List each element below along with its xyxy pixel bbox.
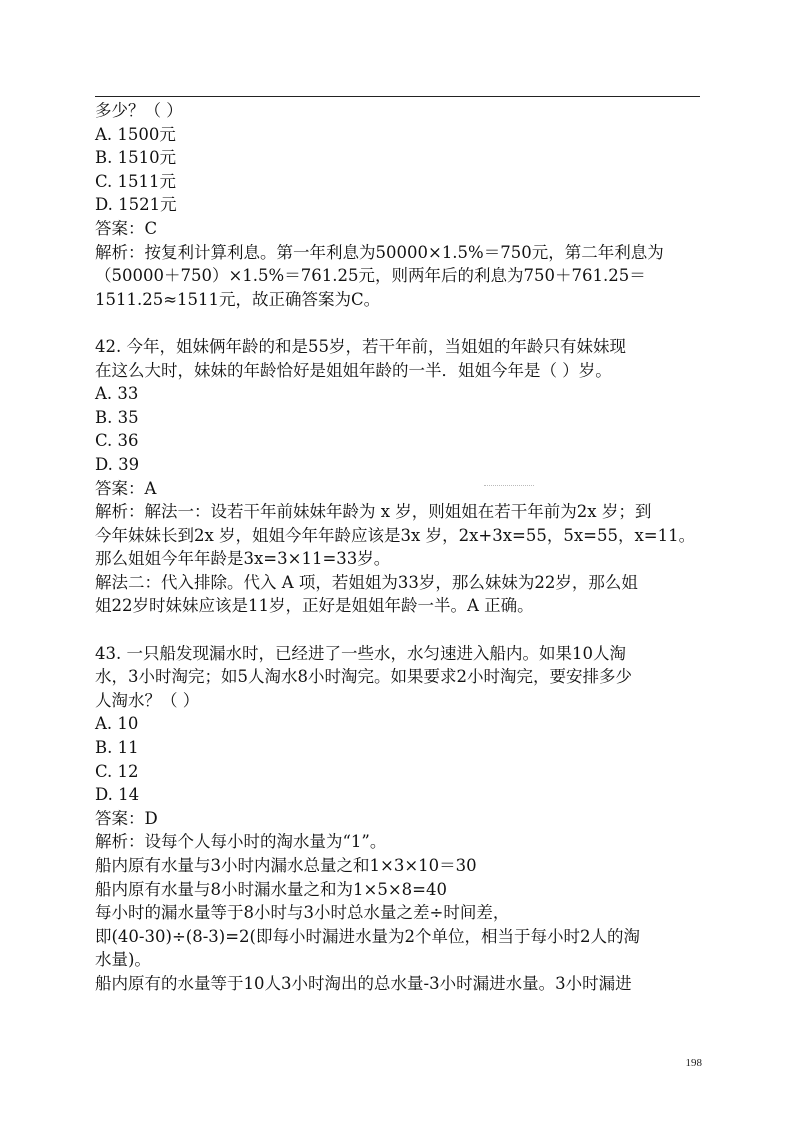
paragraph-gap [95,618,707,642]
q42-option-c: C. 36 [95,431,139,451]
q43-explanation-line-7: 船内原有的水量等于10人3小时淘出的总水量-3小时漏进水量。3小时漏进 [95,973,632,993]
q43-option-a: A. 10 [95,714,139,734]
q42-option-a: A. 33 [95,384,139,404]
q43-explanation-line-5: 即(40-30)÷(8-3)=2(即每小时漏进水量为2个单位，相当于每小时2人的淘 [95,926,640,946]
q42-explanation-line-4: 解法二：代入排除。代入 A 项，若姐姐为33岁，那么妹妹为22岁，那么姐 [95,572,638,592]
q42-explanation-line-5: 姐22岁时妹妹应该是11岁，正好是姐姐年龄一半。A 正确。 [95,596,534,616]
q42-option-b: B. 35 [95,407,139,427]
q42-option-d: D. 39 [95,454,140,474]
q43-option-d: D. 14 [95,785,140,805]
q43-explanation-line-2: 船内原有水量与3小时内漏水总量之和1×3×10＝30 [95,856,477,875]
page-number: 198 [685,1057,702,1069]
page-body [95,99,707,996]
q42-explanation-line-2: 今年妹妹长到2x 岁，姐姐今年年龄应该是3x 岁，2x+3x=55，5x=55，x=11。 [95,525,696,545]
q41-option-d: D. 1521元 [95,195,177,215]
q42-stem-line-2: 在这么大时，妹妹的年龄恰好是姐姐年龄的一半．姐姐今年是（ ）岁。 [95,360,612,380]
q41-explanation-line-3: 1511.25≈1511元，故正确答案为C。 [95,289,381,309]
q41-option-c: C. 1511元 [95,171,177,191]
q43-explanation-line-1: 解析：设每个人每小时的淘水量为“1”。 [95,832,387,852]
q41-explanation-line-2: （50000＋750）×1.5%＝761.25元，则两年后的利息为750＋761.25＝ [95,266,646,286]
q41-option-a: A. 1500元 [95,124,176,144]
q43-stem-line-2: 水，3小时淘完；如5人淘水8小时淘完。如果要求2小时淘完，要安排多少 [95,667,632,687]
q43-stem-line-3: 人淘水？（ ） [95,690,200,710]
q42-explanation-line-1: 解析：解法一：设若干年前妹妹年龄为 x 岁，则姐姐在若干年前为2x 岁；到 [95,502,652,522]
q43-option-c: C. 12 [95,761,139,781]
q43-explanation-line-4: 每小时的漏水量等于8小时与3小时总水量之差÷时间差， [95,903,510,923]
q43-explanation-line-6: 水量)。 [95,950,151,970]
q43-explanation-line-3: 船内原有水量与8小时漏水量之和为1×5×8=40 [95,879,447,899]
q42-explanation-line-3: 那么姐姐今年年龄是3x=3×11=33岁。 [95,549,391,569]
q43-answer: 答案：D [95,808,158,828]
paragraph-gap [95,311,707,335]
scan-artifact [484,485,534,487]
header-rule [95,96,700,97]
q41-answer: 答案：C [95,218,158,238]
q43-option-b: B. 11 [95,738,139,758]
q41-explanation-line-1: 解析：按复利计算利息。第一年利息为50000×1.5%＝750元，第二年利息为 [95,242,664,262]
q42-stem-line-1: 42. 今年，姐妹俩年龄的和是55岁，若干年前，当姐姐的年龄只有妹妹现 [95,336,626,356]
q43-stem-line-1: 43. 一只船发现漏水时，已经进了一些水，水匀速进入船内。如果10人淘 [95,643,626,663]
q41-option-b: B. 1510元 [95,148,177,168]
q42-answer: 答案：A [95,478,157,498]
q41-line-1: 多少？（ ） [95,101,183,120]
